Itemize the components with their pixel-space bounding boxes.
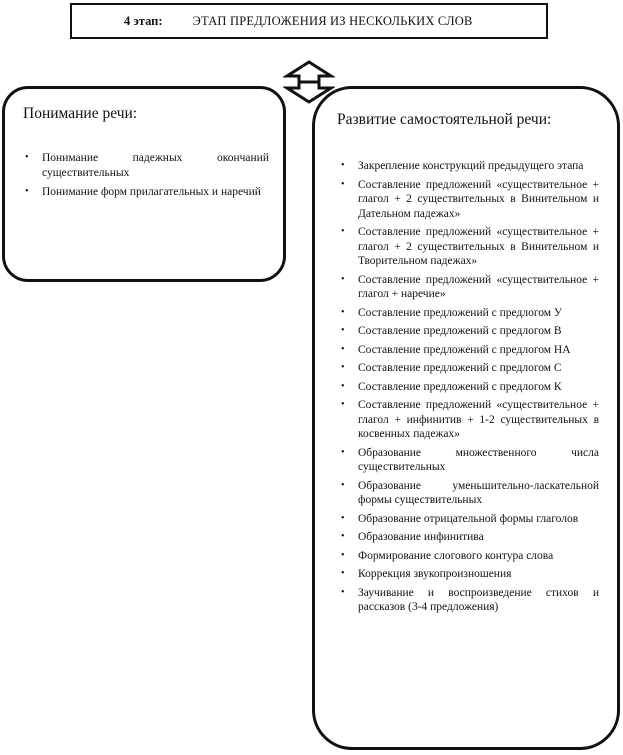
list-item: • Образование множественного числа существительных [341, 446, 599, 473]
list-item: • Коррекция звукопроизношения [341, 568, 512, 580]
bullet-icon: • [341, 362, 345, 373]
list-item: • Понимание форм прилагательных и наречий [25, 186, 261, 198]
comprehension-title: Понимание речи: [23, 105, 138, 122]
list-item: • Составление предложений с предлогом С [341, 362, 562, 374]
bullet-icon: • [341, 586, 345, 598]
stage-header [70, 3, 548, 39]
speech-development-box [312, 86, 620, 750]
bullet-icon: • [341, 226, 345, 237]
bullet-icon: • [341, 479, 345, 491]
bullet-icon: • [25, 152, 29, 163]
list-item: • Составление предложений с предлогом В [341, 325, 562, 337]
list-item: • Образование отрицательной формы глаголов [341, 512, 579, 525]
bullet-icon: • [341, 568, 345, 579]
list-item: • Составление предложений с предлогом НА [341, 343, 571, 356]
bullet-icon: • [341, 273, 345, 285]
list-item: • Составление предложений с предлогом У [341, 306, 563, 319]
bullet-icon: • [341, 306, 345, 318]
stage-title: ЭТАП ПРЕДЛОЖЕНИЯ ИЗ НЕСКОЛЬКИХ СЛОВ [192, 13, 473, 28]
bullet-icon: • [341, 178, 345, 190]
bullet-icon: • [341, 399, 345, 410]
comprehension-box [2, 86, 286, 282]
list-item: • Образование инфинитива [341, 531, 484, 543]
bullet-icon: • [341, 549, 345, 561]
list-item: • Понимание падежных окончаний существительных [25, 152, 269, 179]
list-item: • Составление предложений «существительное + глагол + наречие» [341, 273, 599, 300]
list-item: • Составление предложений с предлогом К [341, 380, 562, 393]
list-item: • Формирование слогового контура слова [341, 549, 554, 562]
bullet-icon: • [341, 343, 345, 355]
speech-development-title: Развитие самостоятельной речи: [337, 111, 552, 128]
list-item: • Закрепление конструкций предыдущего этапа [341, 160, 584, 172]
list-item: • Заучивание и воспроизведение стихов и рассказов (3-4 предложения) [341, 586, 599, 613]
bullet-icon: • [341, 531, 345, 542]
bullet-icon: • [341, 446, 345, 458]
list-item: • Образование уменьшительно-ласкательной формы существительных [341, 479, 599, 506]
stage-label: 4 этап: [124, 13, 163, 28]
speech-development-list [339, 159, 599, 619]
bullet-icon: • [25, 186, 29, 197]
bullet-icon: • [341, 160, 345, 171]
bullet-icon: • [341, 325, 345, 336]
bullet-icon: • [341, 380, 345, 392]
list-item: • Составление предложений «существительное + глагол + 2 существительных в Винительном и Дательном падежах» [341, 178, 599, 220]
list-item: • Составление предложений «существительное + глагол + инфинитив + 1-2 существительных в косвенных падежах» [341, 399, 599, 440]
comprehension-list [23, 151, 269, 205]
list-item: • Составление предложений «существительное + глагол + 2 существительных в Винительном и Творительном падежах» [341, 226, 599, 267]
bullet-icon: • [341, 512, 345, 524]
